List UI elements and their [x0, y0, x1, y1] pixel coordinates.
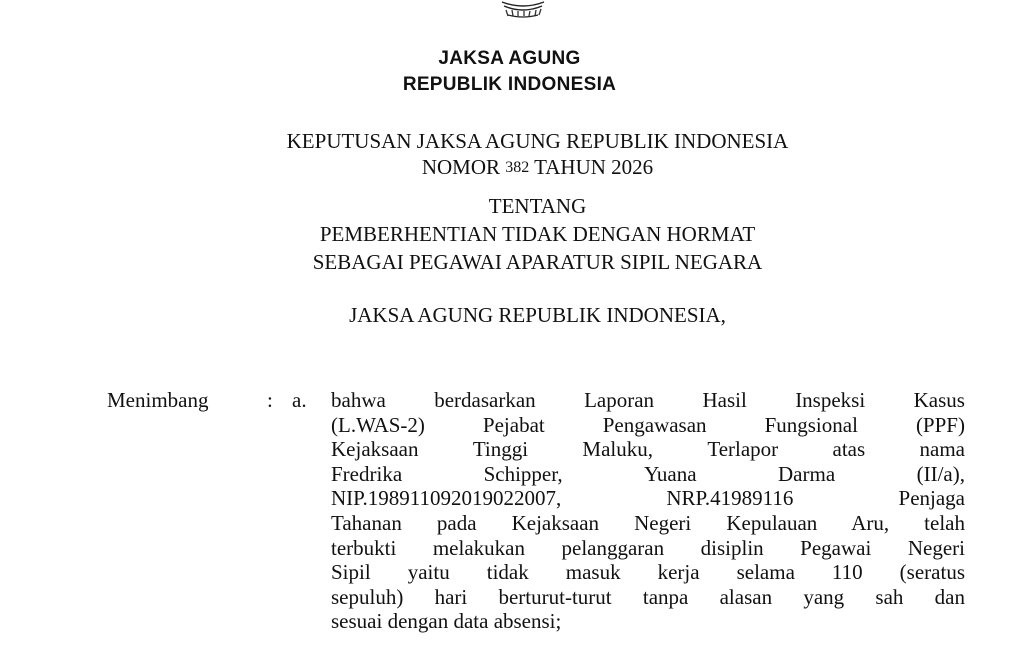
paragraph-word: Pengawasan: [602, 412, 707, 437]
menimbang-label: Menimbang: [107, 388, 209, 412]
paragraph-word: Penjaga: [898, 486, 965, 511]
paragraph-word: (L.WAS-2): [331, 412, 425, 437]
paragraph-line: [331, 585, 965, 610]
paragraph-line: [331, 437, 965, 462]
garuda-emblem-icon: [488, 0, 558, 18]
paragraph-word: bahwa: [331, 388, 386, 412]
tentang-heading: TENTANG: [488, 194, 587, 218]
paragraph-word: Kejaksaan: [331, 437, 419, 462]
paragraph-word: Maluku,: [582, 437, 653, 462]
paragraph-line: [331, 388, 965, 413]
paragraph-line: [331, 511, 965, 536]
paragraph-word: NIP.198911092019022007,: [331, 486, 562, 511]
paragraph-word: sesuai dengan data absensi;: [331, 609, 562, 634]
paragraph-word: Laporan: [584, 388, 655, 412]
paragraph-word: Schipper,: [483, 461, 563, 486]
paragraph-word: Inspeksi: [795, 388, 866, 412]
paragraph-word: Tinggi: [472, 437, 529, 462]
paragraph-word: (II/a),: [916, 461, 965, 486]
nomor-label: NOMOR: [421, 155, 500, 179]
paragraph-line: [331, 560, 965, 585]
paragraph-word: NRP.41989116: [666, 486, 794, 511]
menimbang-paragraph: [331, 388, 965, 634]
paragraph-line: [331, 462, 965, 487]
paragraph-word: terbukti melakukan pelanggaran disiplin Pegawai Negeri: [331, 535, 965, 560]
paragraph-word: Fredrika: [331, 461, 403, 486]
nomor-value: 382: [505, 159, 530, 176]
office-subtitle: REPUBLIK INDONESIA: [402, 74, 617, 95]
paragraph-word: Pejabat: [482, 412, 545, 437]
office-title: JAKSA AGUNG: [438, 48, 581, 69]
paragraph-word: nama: [919, 437, 965, 462]
paragraph-word: Kasus: [913, 388, 965, 412]
paragraph-line: [331, 486, 965, 511]
paragraph-line: [331, 609, 965, 634]
decree-title: KEPUTUSAN JAKSA AGUNG REPUBLIK INDONESIA: [286, 129, 789, 153]
paragraph-word: Yuana: [644, 461, 697, 486]
paragraph-word: Tahanan pada Kejaksaan Negeri Kepulauan Aru, telah: [331, 510, 965, 535]
decree-number: [0, 155, 1019, 180]
paragraph-word: (PPF): [915, 412, 965, 437]
paragraph-word: Hasil: [702, 388, 747, 412]
subject-line-2: SEBAGAI PEGAWAI APARATUR SIPIL NEGARA: [312, 250, 763, 274]
paragraph-line: [331, 536, 965, 561]
menimbang-colon: :: [267, 388, 273, 412]
subject-line-1: PEMBERHENTIAN TIDAK DENGAN HORMAT: [319, 222, 756, 246]
issuer-line: JAKSA AGUNG REPUBLIK INDONESIA,: [349, 303, 726, 327]
paragraph-word: atas: [832, 437, 866, 462]
paragraph-word: sepuluh) hari berturut-turut tanpa alasan yang sah dan: [331, 584, 965, 609]
paragraph-word: Sipil yaitu tidak masuk kerja selama 110 (seratus: [331, 560, 965, 585]
tahun-label: TAHUN 2026: [534, 155, 654, 179]
paragraph-word: Fungsional: [764, 412, 858, 437]
paragraph-word: Terlapor: [707, 437, 779, 462]
paragraph-word: berdasarkan: [434, 388, 536, 412]
paragraph-word: Darma: [778, 461, 836, 486]
item-letter: a.: [292, 388, 307, 412]
paragraph-line: [331, 413, 965, 438]
